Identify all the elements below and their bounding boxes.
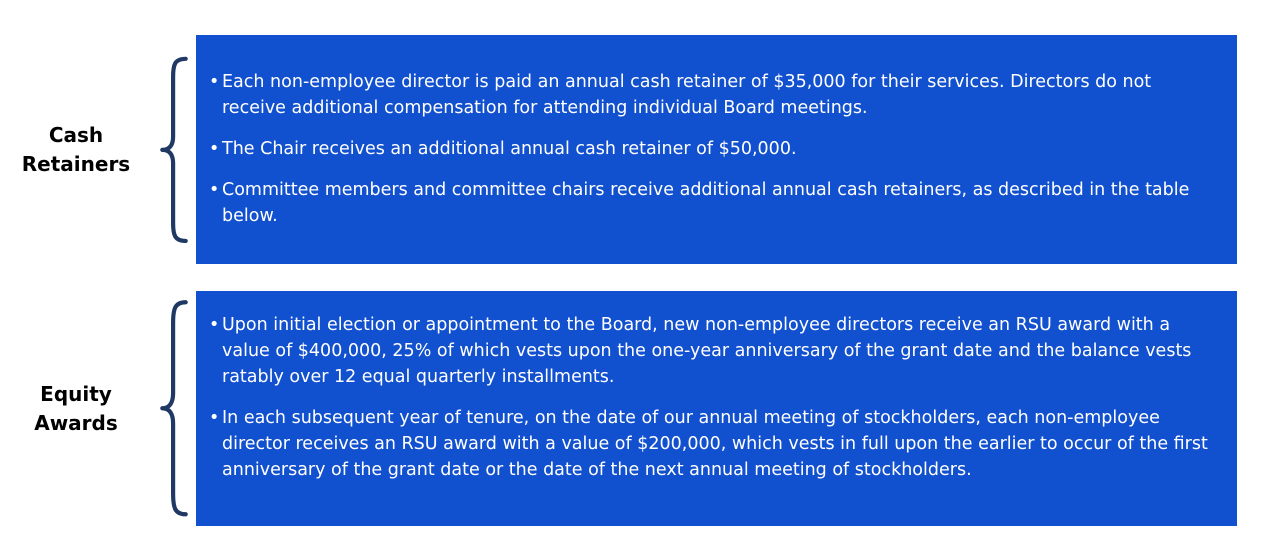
section-label: Equity Awards xyxy=(34,381,118,435)
bullet-item xyxy=(209,69,1215,121)
bullet-icon: • xyxy=(209,315,220,335)
bullet-item xyxy=(209,312,1215,390)
bullet-icon: • xyxy=(209,408,220,428)
curly-brace-icon xyxy=(156,56,192,244)
bullet-item xyxy=(209,177,1215,229)
bullet-icon: • xyxy=(209,139,220,159)
bullet-text: Upon initial election or appointment to the Board, new non-employee directors receive an RSU award with a value of $400,000, 25% of which vests upon the one-year anniversary of the grant date and the balance vests ratably over 12 equal quarterly installments. xyxy=(222,315,1192,387)
section-content-box xyxy=(196,291,1237,526)
section-equity-awards xyxy=(0,291,1272,526)
bullet-text: The Chair receives an additional annual cash retainer of $50,000. xyxy=(222,139,797,159)
section-content-box xyxy=(196,35,1237,264)
bullet-text: Committee members and committee chairs receive additional annual cash retainers, as described in the table below. xyxy=(222,180,1190,226)
bullet-text: In each subsequent year of tenure, on the date of our annual meeting of stockholders, each non-employee director receives an RSU award with a value of $200,000, which vests in full upon the earlier to occur of the first anniversary of the grant date or the date of the next annual meeting of stockholders. xyxy=(222,408,1208,480)
section-cash-retainers xyxy=(0,35,1272,264)
bullet-icon: • xyxy=(209,180,220,200)
section-label: Cash Retainers xyxy=(21,122,131,176)
bullet-item xyxy=(209,136,1215,162)
brace-container xyxy=(152,35,196,264)
bullet-item xyxy=(209,405,1215,483)
brace-container xyxy=(152,291,196,526)
bullet-text: Each non-employee director is paid an annual cash retainer of $35,000 for their services. Directors do not receive additional compensation for attending individual Board meetings. xyxy=(222,72,1152,118)
curly-brace-icon xyxy=(156,299,192,518)
bullet-icon: • xyxy=(209,72,220,92)
